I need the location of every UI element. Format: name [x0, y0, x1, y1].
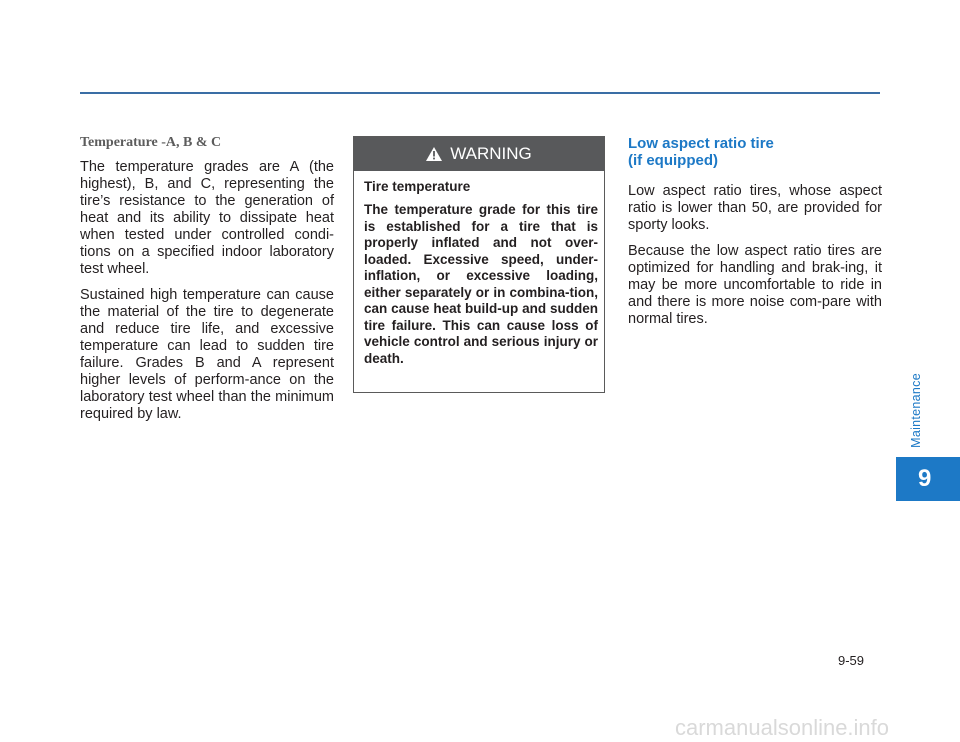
right-column: [628, 135, 882, 337]
low-aspect-paragraph-2: Because the low aspect ratio tires are optimized for handling and brak-ing, it may be more uncomfortable to ride in and there is more noise com-pare with normal tires.: [628, 243, 882, 327]
chapter-tab-label: [896, 365, 936, 455]
low-aspect-paragraph-1: Low aspect ratio tires, whose aspect ratio is lower than 50, are provided for sporty looks.: [628, 183, 882, 233]
temperature-heading: Temperature -A, B & C: [80, 135, 222, 150]
temperature-paragraph-1: The temperature grades are A (the highest), B, and C, representing the tire’s resistance to the generation of heat and its ability to dissipate heat when tested under controlled condi-tions on a specified indoor laboratory test wheel.: [80, 159, 334, 277]
chapter-number: 9: [918, 465, 932, 492]
warning-title: Tire temperature: [364, 179, 471, 194]
left-column: [80, 135, 334, 432]
title-line-2: (if equipped): [628, 152, 718, 169]
title-line-1: Low aspect ratio tire: [628, 135, 774, 152]
warning-triangle-icon: [426, 147, 442, 161]
chapter-name: Maintenance: [909, 372, 923, 448]
watermark: carmanualsonline.info: [675, 715, 890, 740]
header-rule: [80, 92, 880, 94]
page-number: 9-59: [838, 653, 865, 668]
warning-body: [354, 171, 604, 367]
warning-label: WARNING: [450, 144, 532, 163]
chapter-number-box: [896, 457, 960, 501]
warning-text: The temperature grade for this tire is established for a tire that is properly inflated and not over-loaded. Excessive speed, under-inflation, or excessive loading, either separately or in combina-tion, can cause heat build-up and sudden tire failure. This can cause loss of vehicle control and serious injury or death.: [364, 202, 598, 366]
temperature-paragraph-2: Sustained high temperature can cause the material of the tire to degenerate and reduce tire life, and excessive temperature can lead to sudden tire failure. Grades B and A represent higher levels of perform-ance on the laboratory test wheel than the minimum required by law.: [80, 287, 334, 422]
low-aspect-ratio-title: [628, 135, 882, 169]
warning-header: [354, 137, 604, 171]
warning-box: [353, 136, 605, 393]
